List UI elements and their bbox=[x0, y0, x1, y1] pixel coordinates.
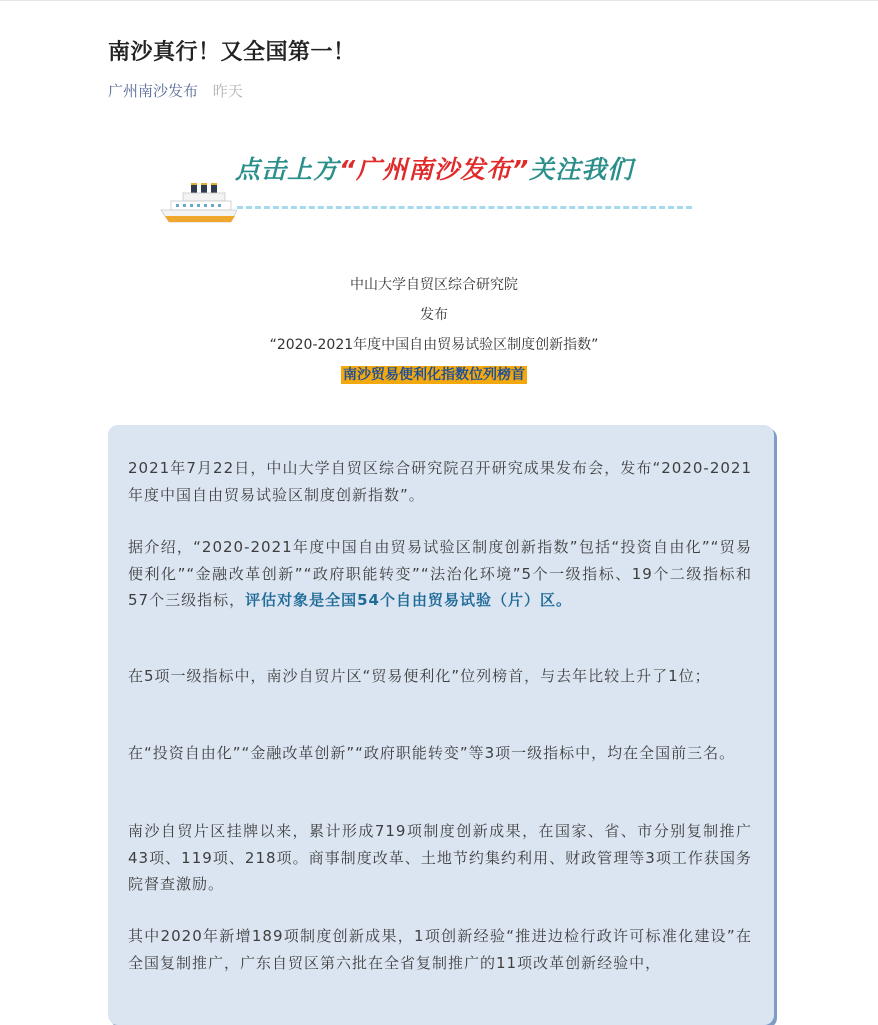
paragraph-trade-ranking: 在5项一级指标中，南沙自贸片区“贸易便利化”位列榜首，与去年比较上升了1位； bbox=[128, 667, 711, 685]
intro-publish: 发布 bbox=[420, 307, 448, 323]
banner-dashed-line bbox=[237, 206, 692, 209]
cruise-ship-icon bbox=[159, 183, 237, 227]
overview-emphasis: 评估对象是全国54个自由贸易试验（片）区。 bbox=[245, 591, 572, 609]
paragraph-top-three: 在“投资自由化”“金融改革创新”“政府职能转变”等3项一级指标中，均在全国前三名。 bbox=[128, 744, 736, 762]
article-title: 南沙真行！又全国第一！ bbox=[108, 40, 356, 65]
content-card bbox=[108, 425, 774, 1025]
overview-text: 据介绍，“2020-2021年度中国自由贸易试验区制度创新指数”包括“投资自由化”“贸易便利化”“金融改革创新”“政府职能转变”“法治化环境”5个一级指标、19个二级指标和57个三级指标， bbox=[128, 538, 752, 609]
top-divider bbox=[0, 0, 878, 1]
intro-institute: 中山大学自贸区综合研究院 bbox=[350, 277, 518, 293]
follow-banner-text bbox=[235, 150, 633, 186]
paragraph-release-date: 2021年7月22日，中山大学自贸区综合研究院召开研究成果发布会，发布“2020-2021年度中国自由贸易试验区制度创新指数”。 bbox=[128, 459, 752, 504]
banner-text-before: 点击上方 bbox=[235, 155, 340, 184]
publish-time: 昨天 bbox=[212, 82, 243, 100]
follow-banner bbox=[155, 145, 700, 235]
highlight-headline: 南沙贸易便利化指数位列榜首 bbox=[343, 367, 525, 383]
intro-index-name: “2020-2021年度中国自由贸易试验区制度创新指数” bbox=[269, 337, 599, 353]
intro-headline bbox=[108, 364, 760, 384]
banner-account-name: “广州南沙发布” bbox=[339, 155, 530, 184]
account-name-link[interactable]: 广州南沙发布 bbox=[108, 82, 199, 100]
article-meta bbox=[108, 80, 243, 101]
paragraph-achievements: 南沙自贸片区挂牌以来，累计形成719项制度创新成果，在国家、省、市分别复制推广43项、119项、218项。商事制度改革、土地节约集约利用、财政管理等3项工作获国务院督查激励。 bbox=[128, 822, 752, 893]
paragraph-2020-results: 其中2020年新增189项制度创新成果，1项创新经验“推进边检行政许可标准化建设”在全国复制推广，广东自贸区第六批在全省复制推广的11项改革创新经验中， bbox=[128, 927, 752, 972]
banner-text-after: 关注我们 bbox=[529, 155, 634, 184]
paragraph-index-overview bbox=[128, 534, 752, 614]
